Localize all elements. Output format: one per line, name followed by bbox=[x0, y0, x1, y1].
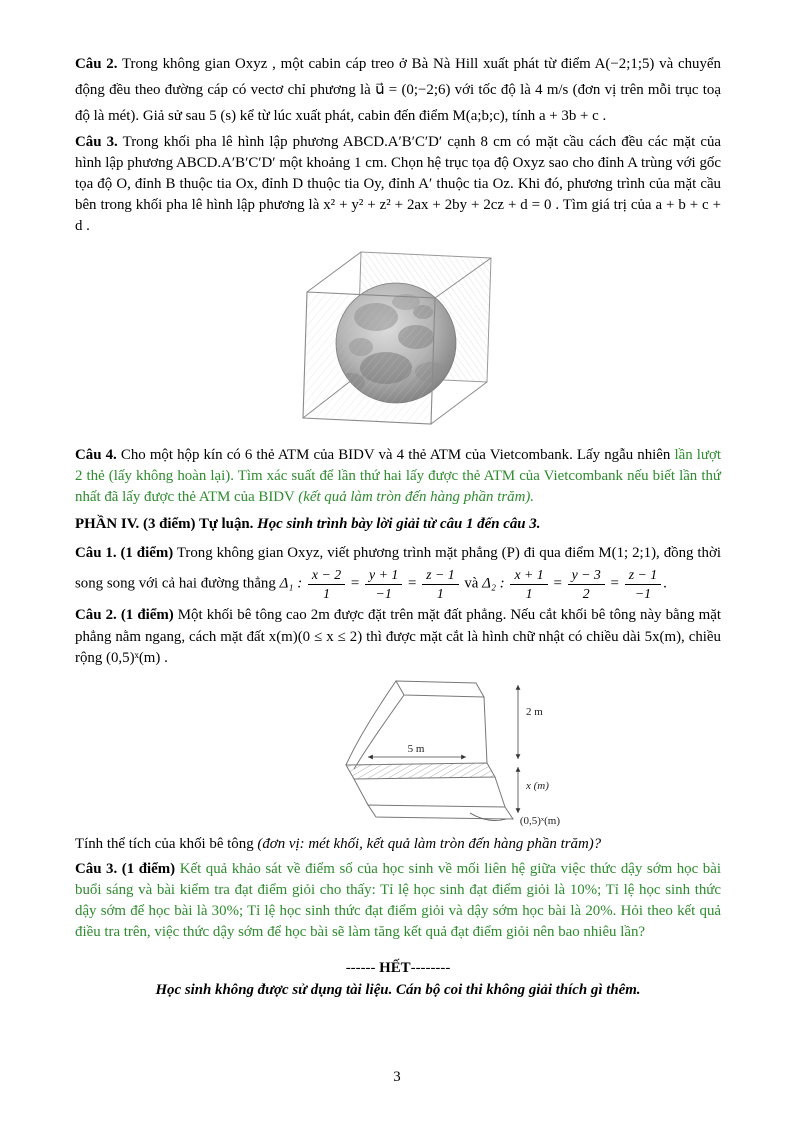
question-4-text-green: lần lượt 2 thẻ (lấy không hoàn lại). Tìm xác suất để lần thứ hai lấy được thẻ ATM của Vietcombank nếu biết lần thứ nhất đã lấy được thẻ ATM của BIDV bbox=[75, 446, 721, 505]
end-dashes-left: ------ bbox=[345, 959, 380, 976]
fraction-denominator: 1 bbox=[525, 585, 533, 601]
essay-question-1-paragraph bbox=[75, 539, 721, 601]
question-4-label: Câu 4. bbox=[75, 446, 117, 463]
end-dashes-right: -------- bbox=[410, 959, 451, 976]
question-2-paragraph bbox=[75, 52, 721, 130]
question-2-text: Trong không gian Oxyz , một cabin cáp treo ở Bà Nà Hill xuất phát từ điểm A(−2;1;5) và chuyển động đều theo đường cáp có vectơ chỉ phương là u⃗ = (0;−2;6) với tốc độ là 4 m/s (đơn vị trên mỗi trục toạ độ là mét). Giả sử sau 5 (s) kể từ lúc xuất phát, cabin đến điểm M(a;b;c), tính a + 3b + c . bbox=[75, 56, 721, 124]
part-4-label: PHẦN IV. (3 điểm) Tự luận. bbox=[75, 516, 254, 533]
fraction-denominator: −1 bbox=[634, 585, 652, 601]
sentence-period: . bbox=[663, 575, 667, 592]
fraction bbox=[568, 567, 605, 601]
question-2-label: Câu 2. bbox=[75, 56, 118, 72]
depth-dimension bbox=[470, 813, 560, 827]
end-of-exam-line bbox=[75, 958, 721, 979]
x-dimension bbox=[518, 767, 549, 813]
conjunction-text: và bbox=[464, 575, 483, 592]
essay-question-2-label: Câu 2. (1 điểm) bbox=[75, 607, 174, 624]
fraction-denominator: 1 bbox=[436, 585, 444, 601]
essay-question-2-paragraph bbox=[75, 605, 721, 668]
fraction-denominator: 1 bbox=[323, 585, 330, 601]
equals-sign: = bbox=[553, 575, 562, 592]
volume-question-note: (đơn vị: mét khối, kết quả làm tròn đến hàng phần trăm)? bbox=[257, 835, 602, 852]
exam-rules-text: Học sinh không được sử dụng tài liệu. Cán bộ coi thi không giải thích gì thêm. bbox=[155, 982, 641, 999]
part-4-heading bbox=[75, 514, 721, 535]
fraction bbox=[625, 567, 661, 601]
essay-question-3-paragraph bbox=[75, 859, 721, 944]
fraction-numerator: y − 3 bbox=[568, 567, 605, 584]
delta-2-symbol: Δ₂ : bbox=[482, 575, 505, 592]
fraction-numerator: y + 1 bbox=[365, 567, 402, 584]
fraction bbox=[510, 567, 547, 601]
essay-question-1-intro: Trong không gian Oxyz, viết phương trình mặt phẳng (P) đi qua điểm M(1; 2;1), đồng thời song song với cả hai đường thẳng bbox=[75, 545, 721, 592]
figure2-label-x: x (m) bbox=[526, 779, 549, 792]
part-4-note: Học sinh trình bày lời giải từ câu 1 đến câu 3. bbox=[253, 516, 541, 533]
cross-section-band bbox=[346, 763, 495, 779]
cube-sphere-figure bbox=[291, 242, 505, 438]
page-number bbox=[0, 1069, 794, 1086]
question-3-paragraph bbox=[75, 132, 721, 238]
volume-question-text: Tính thể tích của khối bê tông bbox=[75, 835, 258, 852]
concrete-block-figure bbox=[310, 673, 562, 827]
delta-1-symbol: Δ₁ : bbox=[279, 575, 303, 592]
equals-sign: = bbox=[610, 575, 619, 592]
figure-cube-sphere bbox=[75, 242, 721, 443]
question-3-text: Trong khối pha lê hình lập phương ABCD.A′B′C′D′ cạnh 8 cm có mặt cầu cách đều các mặt của hình lập phương ABCD.A′B′C′D′ một khoảng 1 cm. Chọn hệ trục tọa độ Oxyz sao cho đỉnh A trùng với gốc tọa độ O, đỉnh B thuộc tia Ox, đỉnh D thuộc tia Oy, đỉnh A′ thuộc tia Oz. Khi đó, phương trình của mặt cầu bên trong khối pha lê hình lập phương là x² + y² + z² + 2ax + 2by + 2cz + d = 0 . Tìm giá trị của a + b + c + d . bbox=[75, 133, 721, 235]
fraction-denominator: 2 bbox=[582, 585, 590, 601]
fraction-numerator: z − 1 bbox=[422, 567, 458, 584]
figure-concrete-block bbox=[75, 673, 721, 832]
fraction-denominator: −1 bbox=[375, 585, 392, 601]
question-4-paragraph bbox=[75, 445, 721, 508]
question-3-label: Câu 3. bbox=[75, 133, 118, 150]
fraction bbox=[365, 567, 402, 601]
question-4-text-black: Cho một hộp kín có 6 thẻ ATM của BIDV và 4 thẻ ATM của Vietcombank. Lấy ngẫu nhiên bbox=[116, 446, 675, 463]
essay-question-1-label: Câu 1. (1 điểm) bbox=[75, 545, 174, 562]
height-dimension bbox=[518, 685, 543, 759]
width-dimension bbox=[368, 743, 466, 757]
exam-rules-note bbox=[75, 980, 721, 1001]
fraction-numerator: z − 1 bbox=[625, 567, 661, 584]
block-outline bbox=[346, 681, 513, 819]
figure2-label-5m: 5 m bbox=[407, 742, 425, 755]
essay-question-3-label: Câu 3. (1 điểm) bbox=[75, 860, 176, 877]
cube-front-face bbox=[303, 292, 435, 424]
figure2-label-depth: (0,5)ˣ(m) bbox=[519, 814, 560, 827]
equals-sign: = bbox=[407, 575, 417, 592]
figure2-label-2m: 2 m bbox=[526, 705, 543, 718]
equals-sign: = bbox=[350, 575, 360, 592]
end-label: HẾT bbox=[379, 959, 411, 976]
essay-question-2-text: Một khối bê tông cao 2m được đặt trên mặt đất phẳng. Nếu cắt khối bê tông này bằng mặt phẳng nằm ngang, cách mặt đất x(m)(0 ≤ x ≤ 2) thì được mặt cắt là hình chữ nhật có chiều dài 5x(m), chiều rộng (0,5)ˣ(m) . bbox=[75, 607, 721, 666]
question-4-rounding-note: (kết quả làm tròn đến hàng phần trăm). bbox=[298, 488, 535, 505]
volume-question-line bbox=[75, 834, 721, 855]
fraction-numerator: x − 2 bbox=[308, 567, 345, 584]
essay-question-3-text: Kết quả khảo sát về điểm số của học sinh về mối liên hệ giữa việc thức dậy sớm học bài buổi sáng và bài kiểm tra đạt điểm giỏi cho thấy: Tỉ lệ học sinh đạt điểm giỏi là 10%; Tỉ lệ học sinh thức dậy sớm để học bài là 30%; Tỉ lệ học sinh thức đạt điểm giỏi và dậy sớm học bài là 20%. Hỏi theo kết quả điều tra trên, việc thức dậy sớm để học bài sẽ làm tăng kết quả đạt điểm giỏi nên bao nhiêu lần? bbox=[75, 860, 721, 941]
fraction bbox=[308, 567, 345, 601]
page-number-value: 3 bbox=[393, 1069, 401, 1085]
fraction bbox=[422, 567, 458, 601]
fraction-numerator: x + 1 bbox=[510, 567, 547, 584]
